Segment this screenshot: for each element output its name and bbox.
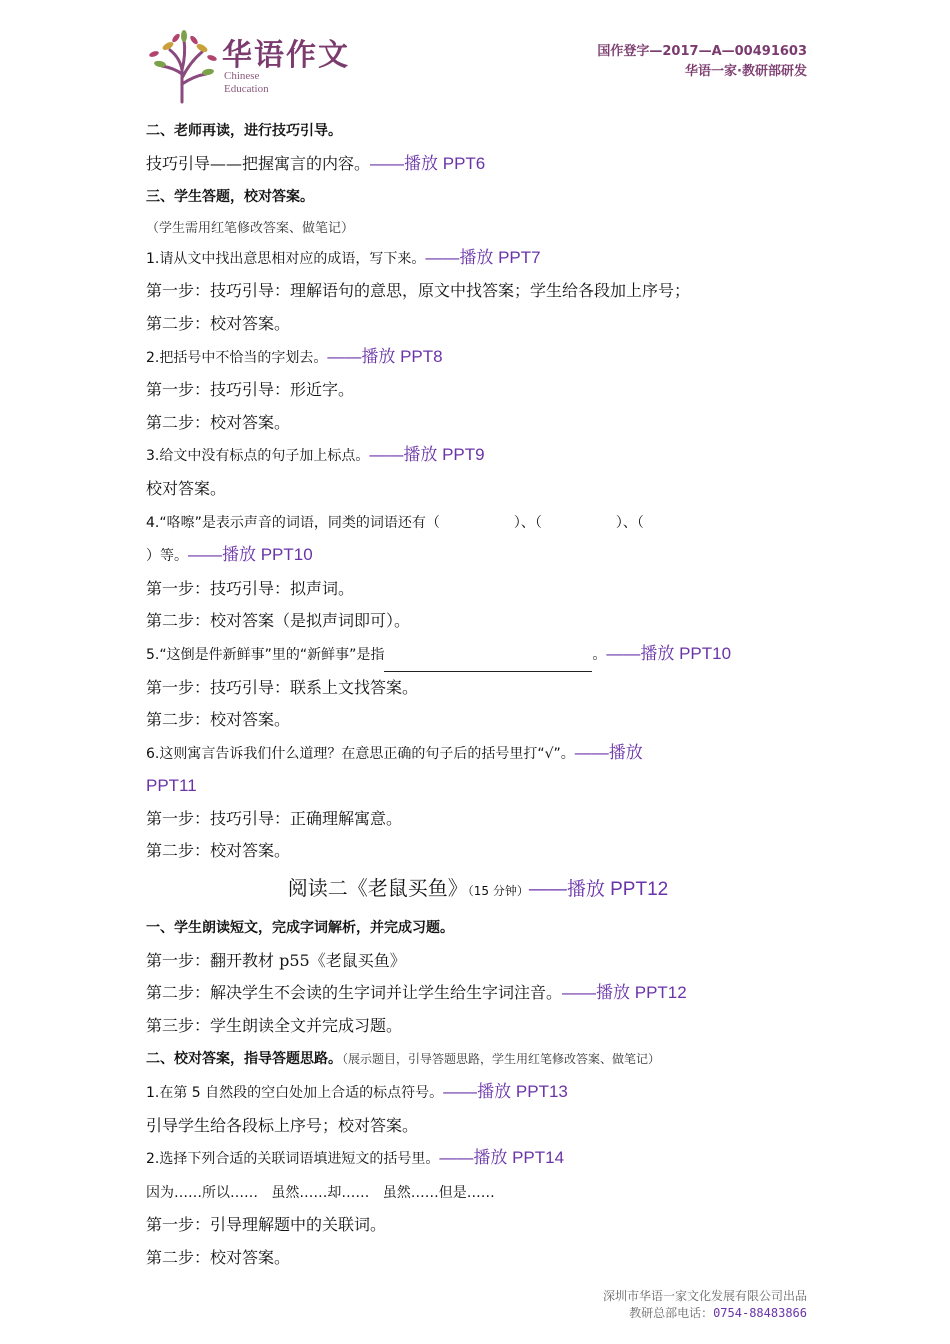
reading-title-duration: （15 分钟） xyxy=(467,884,529,899)
reading-title xyxy=(146,868,810,911)
registration-number: 国作登字—2017—A—00491603 xyxy=(597,44,807,59)
question-part: ）、（ xyxy=(513,514,542,531)
line xyxy=(146,1076,810,1110)
ppt-cue: ——播放 PPT7 xyxy=(425,247,541,267)
footer xyxy=(603,1288,807,1322)
line xyxy=(146,1010,810,1043)
logo-title: 华语作文 xyxy=(222,38,350,73)
text: 第二步：校对答案。 xyxy=(146,1248,291,1267)
text: 技巧引导——把握寓言的内容。 xyxy=(146,153,371,173)
ppt-cue: ——播放 PPT10 xyxy=(606,643,732,663)
note: （展示题目，引导答题思路，学生用红笔修改答案、做笔记） xyxy=(342,1052,661,1067)
answer-blank xyxy=(384,653,592,672)
ppt-cue: ——播放 PPT12 xyxy=(562,983,687,1003)
text: 第二步：解决学生不会读的生字词并让学生给生字词注音。 xyxy=(146,983,563,1003)
text: 第二步：校对答案。 xyxy=(146,313,291,333)
line xyxy=(146,341,810,375)
line xyxy=(146,439,810,473)
line xyxy=(146,1176,810,1210)
question: 1.请从文中找出意思相对应的成语，写下来。 xyxy=(146,250,426,267)
ppt-cue: PPT11 xyxy=(146,776,197,796)
line xyxy=(146,945,810,978)
logo-sub-line2: Education xyxy=(224,83,269,95)
question-part: ）、（ xyxy=(615,514,644,531)
line xyxy=(146,180,810,214)
line xyxy=(146,148,810,181)
line xyxy=(146,977,810,1010)
line xyxy=(146,506,810,540)
line xyxy=(146,242,810,276)
text: 第二步：校对答案。 xyxy=(146,841,291,861)
line xyxy=(146,214,810,242)
footer-company: 深圳市华语一家文化发展有限公司出品 xyxy=(602,1289,807,1303)
text: 第一步：技巧引导：正确理解寓意。 xyxy=(146,808,403,828)
text: 校对答案。 xyxy=(146,478,227,498)
text: 第一步：技巧引导：联系上文找答案。 xyxy=(146,677,419,697)
line xyxy=(146,1042,810,1076)
header-right xyxy=(597,42,807,82)
question-part: ）等。 xyxy=(146,548,188,565)
reading-title-main: 阅读二《老鼠买鱼》 xyxy=(287,876,468,901)
line xyxy=(146,770,810,803)
line xyxy=(146,704,810,737)
ppt-cue: ——播放 PPT10 xyxy=(188,545,313,565)
question: 3.给文中没有标点的句子加上标点。 xyxy=(146,448,370,465)
logo-sub-line1: Chinese xyxy=(224,70,260,82)
line xyxy=(146,1209,810,1242)
line xyxy=(146,672,810,705)
line xyxy=(146,803,810,836)
question-part: 。 xyxy=(592,646,607,663)
line xyxy=(146,407,810,440)
text: 第二步：校对答案（是拟声词即可）。 xyxy=(146,611,411,631)
line xyxy=(146,911,810,945)
ppt-cue: ——播放 PPT6 xyxy=(370,153,486,173)
text: 第一步：技巧引导：形近字。 xyxy=(146,380,355,400)
ppt-cue: ——播放 PPT14 xyxy=(439,1148,565,1168)
ppt-cue: ——播放 PPT12 xyxy=(528,879,669,901)
text: 第一步：翻开教材 p55《老鼠买鱼》 xyxy=(146,950,406,970)
line xyxy=(146,638,810,672)
text: 第一步：引导理解题中的关联词。 xyxy=(146,1215,387,1235)
ppt-cue: ——播放 PPT9 xyxy=(369,445,485,465)
connectives-list: 因为……所以…… 虽然……却…… 虽然……但是…… xyxy=(146,1184,495,1201)
line xyxy=(146,275,810,308)
line xyxy=(146,835,810,868)
text: 引导学生给各段标上序号；校对答案。 xyxy=(146,1115,419,1135)
line xyxy=(146,573,810,606)
text: 第一步：技巧引导：拟声词。 xyxy=(146,578,355,598)
document-body xyxy=(146,114,810,1275)
question: 6.这则寓言告诉我们什么道理？在意思正确的句子后的括号里打“√”。 xyxy=(146,745,575,762)
footer-tel-label: 教研总部电话： xyxy=(629,1306,714,1320)
line xyxy=(146,1142,810,1176)
question: 5.“这倒是件新鲜事”里的“新鲜事”是指 xyxy=(146,646,385,663)
question: 2.把括号中不恰当的字划去。 xyxy=(146,349,328,366)
footer-phone-line xyxy=(603,1305,807,1322)
line xyxy=(146,374,810,407)
ppt-cue: ——播放 PPT8 xyxy=(327,346,443,366)
line xyxy=(146,1110,810,1143)
line xyxy=(146,473,810,506)
note: （学生需用红笔修改答案、做笔记） xyxy=(146,220,355,236)
section-heading: 二、老师再读，进行技巧引导。 xyxy=(146,123,342,139)
text: 第一步：技巧引导：理解语句的意思，原文中找答案；学生给各段加上序号； xyxy=(146,281,691,301)
question: 4.“咯嚓”是表示声音的词语，同类的词语还有（ xyxy=(146,514,440,531)
text: 第三步：学生朗读全文并完成习题。 xyxy=(146,1015,403,1035)
text: 第二步：校对答案。 xyxy=(146,710,291,730)
question: 2.选择下列合适的关联词语填进短文的括号里。 xyxy=(146,1151,440,1168)
line xyxy=(146,605,810,638)
department-line: 华语一家·教研部研发 xyxy=(685,64,807,79)
logo-subtitle xyxy=(224,70,269,96)
text: 第二步：校对答案。 xyxy=(146,412,291,432)
footer-tel: 0754-88483866 xyxy=(713,1306,807,1320)
ppt-cue: ——播放 xyxy=(574,742,643,762)
line xyxy=(146,1242,810,1275)
line xyxy=(146,737,810,771)
line xyxy=(146,308,810,341)
line xyxy=(146,539,810,573)
question: 1.在第 5 自然段的空白处加上合适的标点符号。 xyxy=(146,1085,444,1102)
ppt-cue: ——播放 PPT13 xyxy=(443,1082,568,1102)
line xyxy=(146,114,810,148)
section-heading: 三、学生答题，校对答案。 xyxy=(146,189,314,206)
section-heading: 二、校对答案，指导答题思路。 xyxy=(146,1051,342,1068)
section-heading: 一、学生朗读短文，完成字词解析，并完成习题。 xyxy=(146,920,454,937)
